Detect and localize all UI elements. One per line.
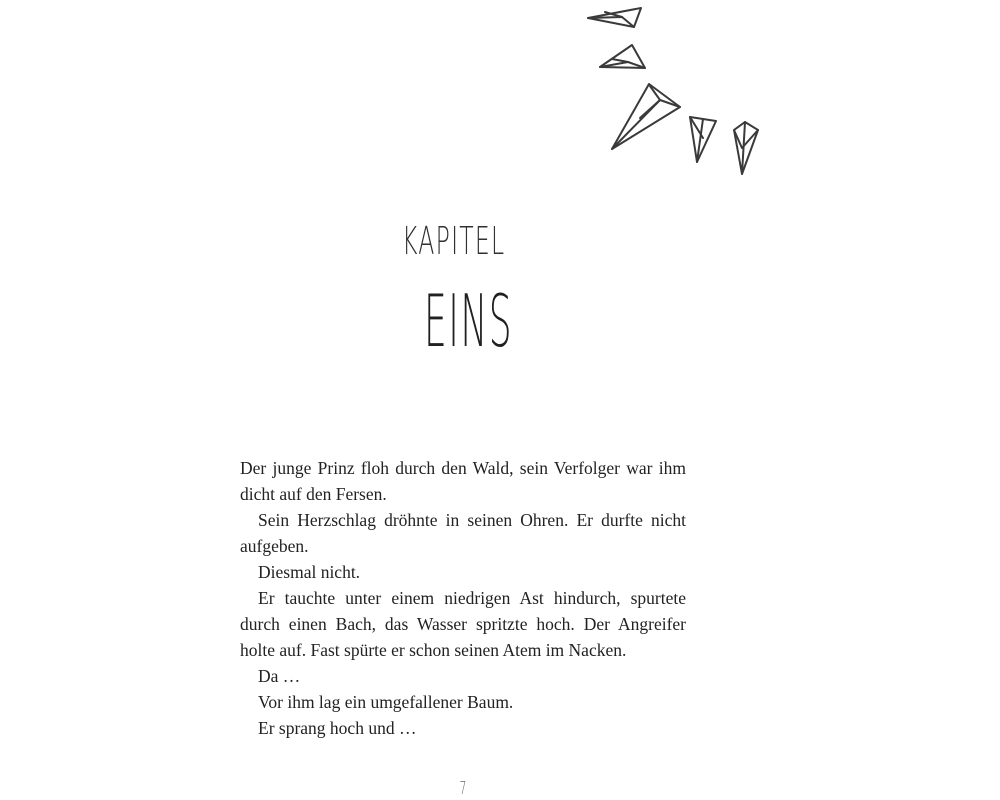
paragraph-1: Der junge Prinz floh durch den Wald, sein Verfolger war ihm dicht auf den Fersen. [240, 458, 686, 504]
paragraph-6: Vor ihm lag ein umgefallener Baum. [258, 692, 514, 712]
page-number: 7 [459, 778, 467, 799]
paper-airplane-2 [600, 45, 645, 68]
paragraph-3: Diesmal nicht. [258, 562, 361, 582]
paper-airplane-5 [734, 122, 758, 174]
chapter-number: EINS [424, 279, 514, 363]
paragraph-7: Er sprang hoch und … [258, 718, 417, 738]
paper-airplane-1 [588, 8, 641, 27]
paragraph-5: Da … [258, 666, 301, 686]
paper-airplane-3 [612, 84, 680, 149]
paragraph-2: Sein Herzschlag dröhnte in seinen Ohren. Er durfte nicht aufgeben. [240, 510, 686, 556]
paragraph-4: Er tauchte unter einem niedrigen Ast hindurch, spurtete durch einen Bach, das Wasser spritzte hoch. Der Angreifer holte auf. Fast spürte er schon seinen Atem im Nacken. [240, 588, 686, 660]
chapter-kicker: KAPITEL [402, 219, 506, 263]
paper-airplane-4 [690, 117, 716, 162]
chapter-text [240, 455, 686, 741]
